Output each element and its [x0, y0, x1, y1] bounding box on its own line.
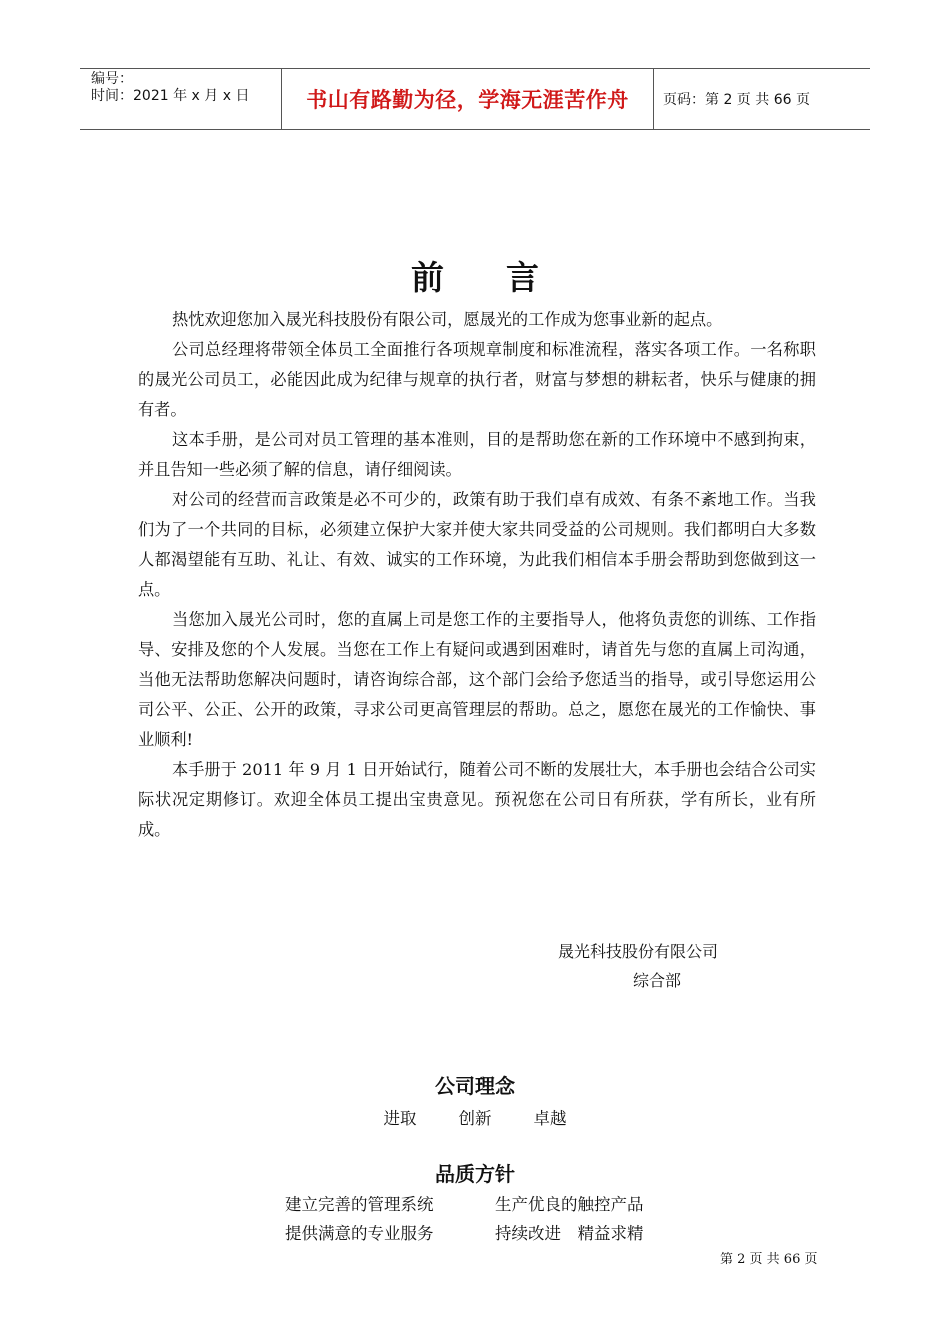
paragraph: 对公司的经营而言政策是必不可少的，政策有助于我们卓有成效、有条不紊地工作。当我们为了一个共同的目标，必须建立保护大家并使大家共同受益的公司规则。我们都明白大多数人都渴望能有互助、礼让、有效、诚实的工作环境，为此我们相信本手册会帮助到您做到这一点。: [138, 490, 816, 599]
paragraph: 热忱欢迎您加入晟光科技股份有限公司，愿晟光的工作成为您事业新的起点。: [172, 310, 723, 329]
header-page-number: 页码：第 2 页 共 66 页: [663, 92, 810, 108]
footer-page-number: 第 2 页 共 66 页: [720, 1252, 818, 1267]
signature-company: 晟光科技股份有限公司: [558, 942, 719, 961]
quality-item: 持续改进 精益求精: [495, 1224, 644, 1243]
header-table: [80, 68, 870, 130]
header-meta: [80, 69, 281, 129]
number-label: 编号：: [91, 71, 133, 87]
preface-body: [138, 305, 816, 845]
value-item: 进取: [383, 1109, 417, 1128]
page-title: 前言: [411, 258, 601, 297]
quality-item: 建立完善的管理系统: [285, 1195, 434, 1214]
value-item: 卓越: [533, 1109, 567, 1128]
signature-department: 综合部: [633, 971, 682, 990]
quality-item: 生产优良的触控产品: [495, 1195, 644, 1214]
quality-row: [285, 1224, 644, 1244]
value-item: 创新: [458, 1109, 492, 1128]
quality-item: 提供满意的专业服务: [285, 1224, 434, 1243]
philosophy-values: [0, 1105, 950, 1129]
header-motto: 书山有路勤为径，学海无涯苦作舟: [281, 69, 654, 129]
time-label: 时间：2021 年 x 月 x 日: [91, 88, 250, 104]
paragraph: 当您加入晟光公司时，您的直属上司是您工作的主要指导人，他将负责您的训练、工作指导、安排及您的个人发展。当您在工作上有疑问或遇到困难时，请首先与您的直属上司沟通，当他无法帮助您解决问题时，请咨询综合部，这个部门会给予您适当的指导，或引导您运用公司公平、公正、公开的政策，寻求公司更高管理层的帮助。总之，愿您在晟光的工作愉快、事业顺利!: [138, 610, 816, 749]
philosophy-title: 公司理念: [435, 1074, 515, 1098]
paragraph: 公司总经理将带领全体员工全面推行各项规章制度和标准流程，落实各项工作。一名称职的晟光公司员工，必能因此成为纪律与规章的执行者，财富与梦想的耕耘者，快乐与健康的拥有者。: [138, 340, 816, 419]
quality-title: 品质方针: [435, 1162, 515, 1186]
quality-row: [285, 1195, 644, 1215]
paragraph: 本手册于 2011 年 9 月 1 日开始试行，随着公司不断的发展壮大，本手册也会结合公司实际状况定期修订。欢迎全体员工提出宝贵意见。预祝您在公司日有所获，学有所长，业有所成。: [138, 760, 816, 839]
paragraph: 这本手册，是公司对员工管理的基本准则，目的是帮助您在新的工作环境中不感到拘束，并且告知一些必须了解的信息，请仔细阅读。: [138, 430, 816, 479]
